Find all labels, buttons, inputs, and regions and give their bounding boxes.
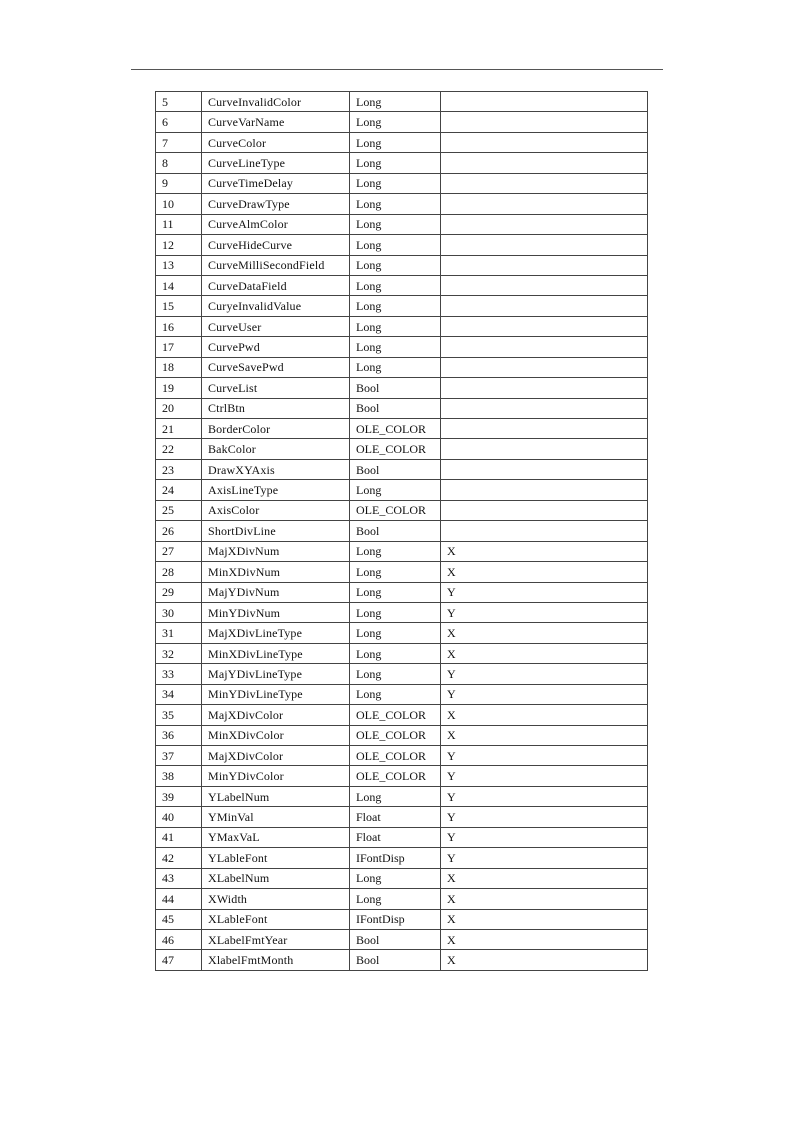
table-row	[156, 602, 648, 622]
row-index-cell: 22	[156, 439, 202, 459]
property-type-cell: Bool	[350, 459, 441, 479]
table-row	[156, 786, 648, 806]
axis-cell	[441, 316, 648, 336]
axis-cell	[441, 398, 648, 418]
property-type-cell: IFontDisp	[350, 909, 441, 929]
row-index-cell: 23	[156, 459, 202, 479]
axis-cell: X	[441, 623, 648, 643]
property-name-cell: AxisColor	[202, 500, 350, 520]
property-type-cell: Long	[350, 786, 441, 806]
axis-cell: X	[441, 541, 648, 561]
property-type-cell: Bool	[350, 398, 441, 418]
property-name-cell: MajYDivLineType	[202, 664, 350, 684]
table-row	[156, 521, 648, 541]
property-type-cell: OLE_COLOR	[350, 500, 441, 520]
property-name-cell: XLableFont	[202, 909, 350, 929]
property-type-cell: OLE_COLOR	[350, 746, 441, 766]
axis-cell	[441, 378, 648, 398]
row-index-cell: 9	[156, 173, 202, 193]
axis-cell: Y	[441, 684, 648, 704]
axis-cell: Y	[441, 664, 648, 684]
axis-cell: X	[441, 562, 648, 582]
table-row	[156, 235, 648, 255]
row-index-cell: 19	[156, 378, 202, 398]
axis-cell: Y	[441, 602, 648, 622]
property-name-cell: MinYDivLineType	[202, 684, 350, 704]
property-name-cell: CurveLineType	[202, 153, 350, 173]
axis-cell	[441, 275, 648, 295]
axis-cell	[441, 337, 648, 357]
table-row	[156, 766, 648, 786]
axis-cell: Y	[441, 766, 648, 786]
property-type-cell: IFontDisp	[350, 848, 441, 868]
table-row	[156, 112, 648, 132]
table-row	[156, 623, 648, 643]
property-name-cell: YLabelNum	[202, 786, 350, 806]
axis-cell: X	[441, 725, 648, 745]
property-name-cell: YMaxVaL	[202, 827, 350, 847]
property-type-cell: Long	[350, 582, 441, 602]
header-rule	[131, 69, 663, 70]
row-index-cell: 11	[156, 214, 202, 234]
axis-cell: Y	[441, 807, 648, 827]
property-type-cell: Long	[350, 275, 441, 295]
row-index-cell: 24	[156, 480, 202, 500]
property-type-cell: OLE_COLOR	[350, 419, 441, 439]
row-index-cell: 14	[156, 275, 202, 295]
axis-cell: Y	[441, 848, 648, 868]
row-index-cell: 18	[156, 357, 202, 377]
row-index-cell: 28	[156, 562, 202, 582]
row-index-cell: 39	[156, 786, 202, 806]
row-index-cell: 42	[156, 848, 202, 868]
property-name-cell: XLabelNum	[202, 868, 350, 888]
row-index-cell: 21	[156, 419, 202, 439]
table-row	[156, 705, 648, 725]
property-type-cell: OLE_COLOR	[350, 725, 441, 745]
axis-cell	[441, 173, 648, 193]
row-index-cell: 46	[156, 929, 202, 949]
property-type-cell: Long	[350, 337, 441, 357]
property-table	[155, 91, 648, 971]
property-type-cell: Bool	[350, 521, 441, 541]
property-name-cell: CurveUser	[202, 316, 350, 336]
row-index-cell: 7	[156, 132, 202, 152]
row-index-cell: 17	[156, 337, 202, 357]
property-name-cell: CurveMilliSecondField	[202, 255, 350, 275]
property-name-cell: CurveList	[202, 378, 350, 398]
property-name-cell: YMinVal	[202, 807, 350, 827]
axis-cell: X	[441, 705, 648, 725]
property-type-cell: Float	[350, 827, 441, 847]
row-index-cell: 47	[156, 950, 202, 970]
axis-cell: Y	[441, 746, 648, 766]
property-type-cell: Long	[350, 602, 441, 622]
table-row	[156, 807, 648, 827]
table-row	[156, 153, 648, 173]
property-type-cell: Long	[350, 889, 441, 909]
property-name-cell: CurveDrawType	[202, 194, 350, 214]
property-name-cell: MajYDivNum	[202, 582, 350, 602]
property-name-cell: XLabelFmtYear	[202, 929, 350, 949]
table-row	[156, 378, 648, 398]
axis-cell	[441, 132, 648, 152]
table-row	[156, 929, 648, 949]
axis-cell	[441, 459, 648, 479]
axis-cell: Y	[441, 582, 648, 602]
axis-cell	[441, 296, 648, 316]
property-type-cell: Long	[350, 214, 441, 234]
row-index-cell: 26	[156, 521, 202, 541]
table-row	[156, 868, 648, 888]
property-type-cell: Bool	[350, 929, 441, 949]
axis-cell: X	[441, 909, 648, 929]
row-index-cell: 13	[156, 255, 202, 275]
property-type-cell: Long	[350, 357, 441, 377]
row-index-cell: 29	[156, 582, 202, 602]
table-row	[156, 541, 648, 561]
table-row	[156, 439, 648, 459]
table-row	[156, 684, 648, 704]
table-row	[156, 173, 648, 193]
property-name-cell: MajXDivNum	[202, 541, 350, 561]
row-index-cell: 35	[156, 705, 202, 725]
row-index-cell: 40	[156, 807, 202, 827]
table-row	[156, 194, 648, 214]
row-index-cell: 8	[156, 153, 202, 173]
property-name-cell: CurveTimeDelay	[202, 173, 350, 193]
row-index-cell: 45	[156, 909, 202, 929]
property-name-cell: CurveInvalidColor	[202, 92, 350, 112]
table-row	[156, 337, 648, 357]
axis-cell	[441, 235, 648, 255]
property-name-cell: CurvePwd	[202, 337, 350, 357]
property-name-cell: CurveDataField	[202, 275, 350, 295]
row-index-cell: 30	[156, 602, 202, 622]
row-index-cell: 34	[156, 684, 202, 704]
row-index-cell: 36	[156, 725, 202, 745]
property-type-cell: Long	[350, 255, 441, 275]
property-name-cell: CuryeInvalidValue	[202, 296, 350, 316]
property-name-cell: XWidth	[202, 889, 350, 909]
row-index-cell: 12	[156, 235, 202, 255]
table-row	[156, 562, 648, 582]
table-row	[156, 582, 648, 602]
table-row	[156, 725, 648, 745]
property-type-cell: OLE_COLOR	[350, 439, 441, 459]
property-name-cell: CurveColor	[202, 132, 350, 152]
axis-cell: X	[441, 868, 648, 888]
property-name-cell: YLableFont	[202, 848, 350, 868]
axis-cell	[441, 255, 648, 275]
property-name-cell: MajXDivColor	[202, 705, 350, 725]
property-type-cell: Long	[350, 623, 441, 643]
table-row	[156, 480, 648, 500]
row-index-cell: 44	[156, 889, 202, 909]
property-name-cell: ShortDivLine	[202, 521, 350, 541]
table-row	[156, 909, 648, 929]
table-row	[156, 132, 648, 152]
property-name-cell: BakColor	[202, 439, 350, 459]
row-index-cell: 33	[156, 664, 202, 684]
table-row	[156, 950, 648, 970]
property-name-cell: MinXDivNum	[202, 562, 350, 582]
table-row	[156, 398, 648, 418]
row-index-cell: 37	[156, 746, 202, 766]
row-index-cell: 31	[156, 623, 202, 643]
property-type-cell: Long	[350, 684, 441, 704]
property-name-cell: CurveVarName	[202, 112, 350, 132]
axis-cell	[441, 92, 648, 112]
row-index-cell: 20	[156, 398, 202, 418]
axis-cell: Y	[441, 786, 648, 806]
row-index-cell: 5	[156, 92, 202, 112]
property-name-cell: MinYDivColor	[202, 766, 350, 786]
property-type-cell: Long	[350, 92, 441, 112]
table-row	[156, 296, 648, 316]
axis-cell	[441, 214, 648, 234]
row-index-cell: 25	[156, 500, 202, 520]
row-index-cell: 16	[156, 316, 202, 336]
row-index-cell: 43	[156, 868, 202, 888]
property-type-cell: Long	[350, 480, 441, 500]
property-table-body	[156, 92, 648, 971]
property-type-cell: Bool	[350, 378, 441, 398]
table-row	[156, 255, 648, 275]
axis-cell	[441, 521, 648, 541]
row-index-cell: 41	[156, 827, 202, 847]
property-name-cell: MinXDivColor	[202, 725, 350, 745]
property-type-cell: Long	[350, 194, 441, 214]
axis-cell	[441, 194, 648, 214]
property-name-cell: BorderColor	[202, 419, 350, 439]
table-row	[156, 316, 648, 336]
axis-cell	[441, 112, 648, 132]
axis-cell: X	[441, 643, 648, 663]
property-name-cell: MinXDivLineType	[202, 643, 350, 663]
table-row	[156, 827, 648, 847]
property-type-cell: Long	[350, 296, 441, 316]
property-name-cell: CurveAlmColor	[202, 214, 350, 234]
table-row	[156, 419, 648, 439]
property-type-cell: OLE_COLOR	[350, 705, 441, 725]
property-type-cell: Long	[350, 868, 441, 888]
table-row	[156, 889, 648, 909]
axis-cell	[441, 480, 648, 500]
property-name-cell: MajXDivColor	[202, 746, 350, 766]
property-type-cell: Bool	[350, 950, 441, 970]
table-row	[156, 275, 648, 295]
property-type-cell: OLE_COLOR	[350, 766, 441, 786]
property-type-cell: Long	[350, 643, 441, 663]
property-name-cell: MinYDivNum	[202, 602, 350, 622]
property-name-cell: CtrlBtn	[202, 398, 350, 418]
table-row	[156, 643, 648, 663]
property-name-cell: MajXDivLineType	[202, 623, 350, 643]
axis-cell	[441, 500, 648, 520]
property-type-cell: Long	[350, 173, 441, 193]
property-name-cell: XlabelFmtMonth	[202, 950, 350, 970]
table-row	[156, 664, 648, 684]
row-index-cell: 6	[156, 112, 202, 132]
property-type-cell: Long	[350, 235, 441, 255]
axis-cell	[441, 419, 648, 439]
axis-cell: X	[441, 929, 648, 949]
property-type-cell: Long	[350, 316, 441, 336]
property-name-cell: CurveSavePwd	[202, 357, 350, 377]
axis-cell	[441, 439, 648, 459]
row-index-cell: 10	[156, 194, 202, 214]
table-row	[156, 92, 648, 112]
row-index-cell: 15	[156, 296, 202, 316]
table-row	[156, 357, 648, 377]
property-type-cell: Long	[350, 132, 441, 152]
property-type-cell: Long	[350, 112, 441, 132]
property-type-cell: Float	[350, 807, 441, 827]
property-name-cell: CurveHideCurve	[202, 235, 350, 255]
row-index-cell: 32	[156, 643, 202, 663]
property-type-cell: Long	[350, 541, 441, 561]
table-row	[156, 459, 648, 479]
row-index-cell: 38	[156, 766, 202, 786]
axis-cell	[441, 357, 648, 377]
property-name-cell: DrawXYAxis	[202, 459, 350, 479]
axis-cell: X	[441, 950, 648, 970]
axis-cell: X	[441, 889, 648, 909]
table-row	[156, 214, 648, 234]
property-type-cell: Long	[350, 153, 441, 173]
table-row	[156, 500, 648, 520]
property-name-cell: AxisLineType	[202, 480, 350, 500]
table-row	[156, 848, 648, 868]
property-type-cell: Long	[350, 664, 441, 684]
table-row	[156, 746, 648, 766]
axis-cell	[441, 153, 648, 173]
axis-cell: Y	[441, 827, 648, 847]
property-type-cell: Long	[350, 562, 441, 582]
row-index-cell: 27	[156, 541, 202, 561]
